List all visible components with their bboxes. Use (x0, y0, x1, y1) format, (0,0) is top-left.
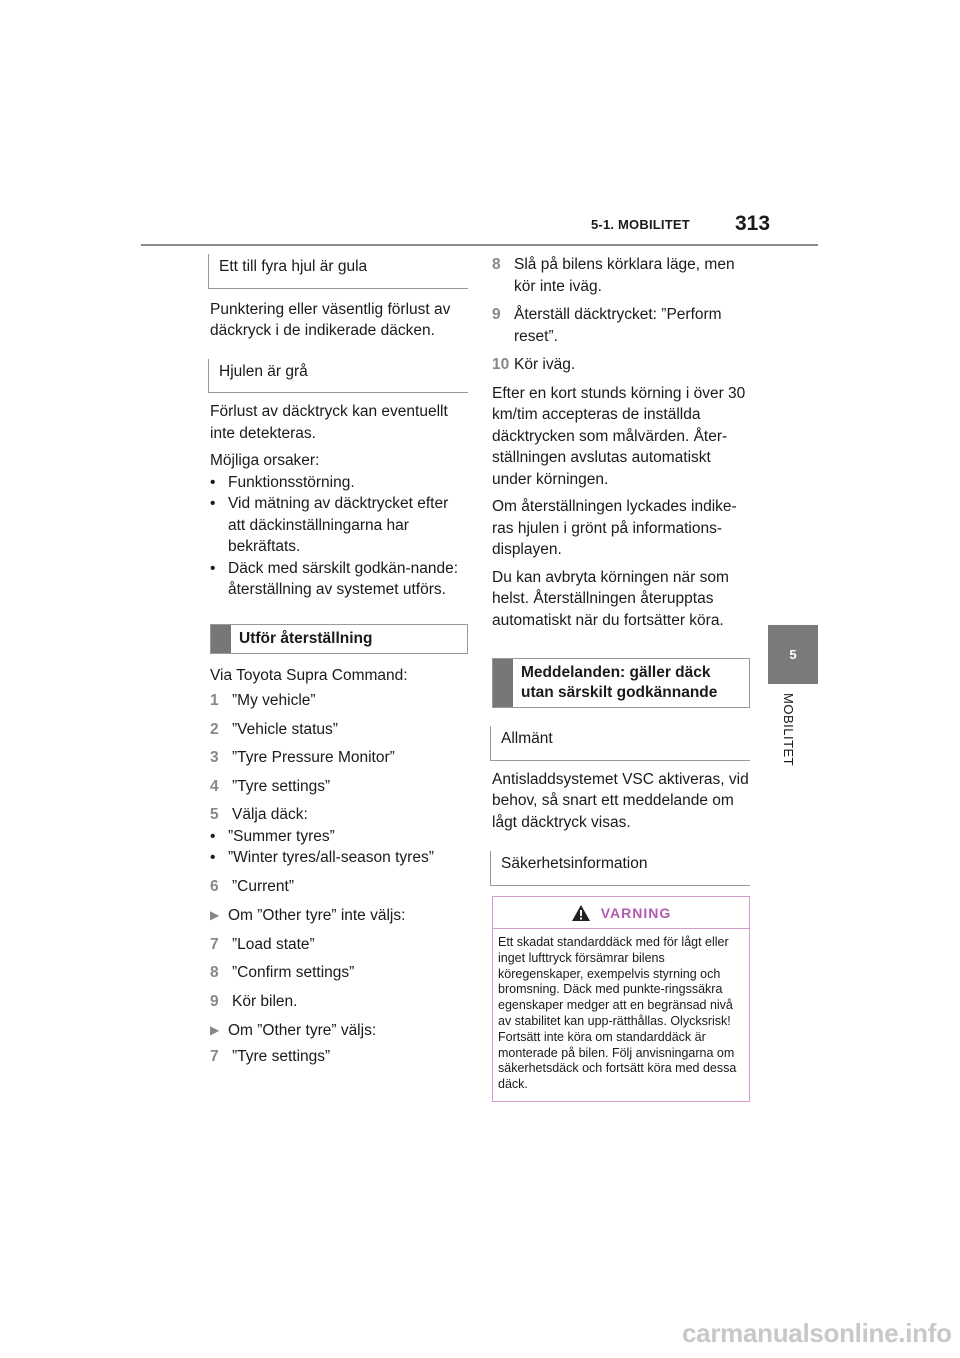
step: 8 ”Confirm settings” (210, 964, 355, 981)
condition: ▶ Om ”Other tyre” väljs: (210, 1020, 468, 1042)
paragraph: Antisladdsystemet VSC aktiveras, vid behov, så snart ett meddelande om lågt däcktryck visas. (492, 770, 749, 831)
subheading-yellow-wheels: Ett till fyra hjul är gula (208, 254, 468, 289)
heading-bar (211, 625, 231, 653)
subheading-grey-wheels: Hjulen är grå (208, 359, 468, 394)
paragraph: Förlust av däcktryck kan eventuellt inte detekteras. (210, 403, 448, 442)
paragraph: Om återställningen lyckades indike-ras hjulen i grönt på informations-displayen. (492, 498, 737, 558)
step: 2 ”Vehicle status” (210, 720, 338, 738)
page-number: 313 (735, 212, 771, 235)
paragraph: Du kan avbryta körningen när som helst. Återställningen återupptas automatiskt när du fortsätter köra. (492, 568, 729, 629)
step: 6 ”Current” (210, 877, 295, 895)
warning-icon (571, 904, 591, 922)
right-column (492, 254, 750, 1102)
condition: ▶ Om ”Other tyre” inte väljs: (210, 905, 468, 927)
warning-box (492, 896, 750, 1102)
warning-title: VARNING (600, 904, 672, 921)
step: 9 Kör bilen. (210, 992, 298, 1010)
header-rule (141, 244, 818, 246)
subheading-safety: Säkerhetsinformation (490, 851, 750, 886)
warning-text: Ett skadat standarddäck med för lågt eller inget lufttryck försämrar bilens köregenskaper, exempelvis styrning och bromsning. Däck med punkte-ringssäkra egenskaper medger att en begränsad nivå av stabilitet kan upp-rätthållas. Olycksrisk! Fortsätt inte köra om standarddäck är monterade på bilen. Följ anvisningarna om säkerhetsdäck och fortsätt köra med dessa däck. (493, 928, 749, 1101)
paragraph: Efter en kort stunds körning i över 30 km/tim accepteras de inställda däcktrycken som målvärden. Åter-ställningen avslutas automatiskt under körningen. (492, 384, 746, 488)
step: 5 Välja däck: (210, 806, 308, 823)
heading-bar (493, 659, 513, 707)
arrow-icon: ▶ (210, 908, 220, 922)
section-label: 5-1. MOBILITET (591, 217, 690, 232)
step: 8 Slå på bilens körklara läge, men kör inte iväg. (492, 256, 735, 295)
paragraph: Punktering eller väsentlig förlust av däckryck i de indikerade däcken. (210, 300, 451, 339)
step: 7 ”Tyre settings” (210, 1047, 331, 1065)
left-column (210, 254, 468, 1067)
step: 7 ”Load state” (210, 935, 315, 953)
list-item: • ”Summer tyres” (210, 827, 335, 845)
list-item: • Vid mätning av däcktrycket efter att däckinställningarna har bekräftats. (210, 495, 449, 555)
chapter-tab: 5 (768, 625, 818, 684)
section-heading-reset: Utför återställning (210, 624, 468, 654)
arrow-icon: ▶ (210, 1023, 220, 1037)
step: 3 ”Tyre Pressure Monitor” (210, 749, 395, 766)
list-item: • ”Winter tyres/all-season tyres” (210, 849, 434, 866)
step: 9 Återställ däcktrycket: ”Perform reset”. (492, 306, 722, 345)
list-item: • Däck med särskilt godkän-nande: återställning av systemet utförs. (210, 559, 459, 598)
section-heading-messages: Meddelanden: gäller däck utan särskilt godkännande (492, 658, 750, 708)
chapter-label: MOBILITET (781, 693, 796, 767)
subheading-general: Allmänt (490, 726, 750, 761)
paragraph: Via Toyota Supra Command: (210, 666, 408, 684)
step: 4 ”Tyre settings” (210, 777, 331, 795)
paragraph: Möjliga orsaker: (210, 452, 320, 469)
step: 1 ”My vehicle” (210, 692, 316, 709)
warning-header (493, 897, 749, 929)
step: 10 Kör iväg. (492, 356, 576, 373)
list-item: • Funktionsstörning. (210, 473, 355, 491)
watermark: carmanualsonline.info (682, 1318, 952, 1348)
